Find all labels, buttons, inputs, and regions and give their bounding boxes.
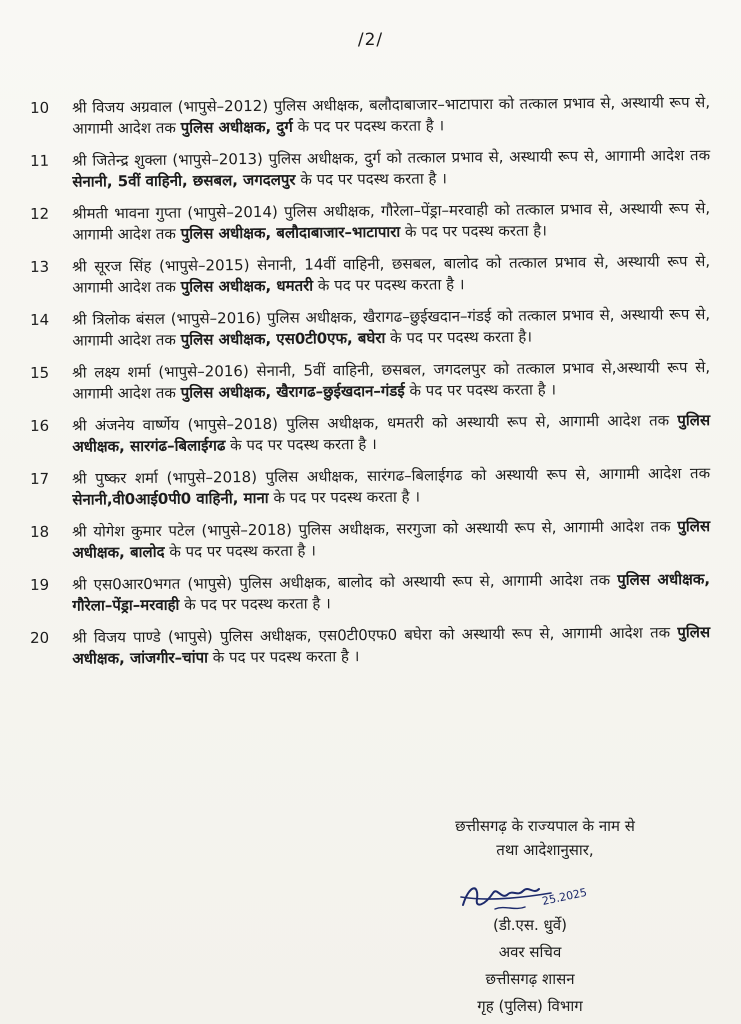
order-text bbox=[72, 251, 710, 299]
order-text-plain: श्रीमती भावना गुप्ता (भापुसे–2014) पुलिस अधीक्षक, गौरेला–पेंड्रा–मरवाही को तत्काल प्रभाव से, अस्थायी रूप से, आगामी आदेश तक bbox=[72, 199, 711, 244]
order-text bbox=[72, 622, 710, 670]
order-text-end: के पद पर पदस्थ करता है । bbox=[295, 169, 447, 189]
order-item-14 bbox=[30, 304, 710, 352]
order-text-plain: श्री त्रिलोक बंसल (भापुसे–2016) पुलिस अधीक्षक, खैरागढ–छुईखदान–गंडई को तत्काल प्रभाव से, अस्थायी रूप से, आगामी आदेश तक bbox=[72, 305, 711, 350]
order-posting-bold: पुलिस अधीक्षक, सारगंढ–बिलाईगढ bbox=[72, 411, 711, 456]
order-text-end: के पद पर पदस्थ करता है। bbox=[400, 221, 547, 241]
order-text-plain: श्री लक्ष्य शर्मा (भापुसे–2016) सेनानी, 5वीं वाहिनी, छसबल, जगदलपुर को तत्काल प्रभाव से,अस्थायी रूप से, आगामी आदेश तक bbox=[72, 358, 711, 403]
order-item-11 bbox=[30, 145, 710, 193]
closing-line-governor: छत्तीसगढ़ के राज्यपाल के नाम से bbox=[455, 817, 635, 835]
order-item-13 bbox=[30, 251, 710, 299]
order-text-plain: श्री विजय अग्रवाल (भापुसे–2012) पुलिस अधीक्षक, बलौदाबाजार–भाटापारा को तत्काल प्रभाव से, अस्थायी रूप से, आगामी आदेश तक bbox=[72, 93, 711, 138]
order-text-end: के पद पर पदस्थ करता है। bbox=[385, 327, 533, 347]
closing-line-order: तथा आदेशानुसार, bbox=[496, 841, 594, 859]
order-item-16 bbox=[30, 410, 710, 458]
order-text-end: के पद पर पदस्थ करता है । bbox=[164, 541, 316, 561]
order-text-end: के पद पर पदस्थ करता है । bbox=[268, 487, 421, 507]
order-text-plain: श्री विजय पाण्डे (भापुसे) पुलिस अधीक्षक, एस0टी0एफ0 बघेरा को अस्थायी रूप से, आगामी आदेश तक bbox=[72, 623, 678, 647]
authority-closing bbox=[380, 814, 710, 862]
order-posting-bold: पुलिस अधीक्षक, खैरागढ–छुईखदान–गंडई bbox=[180, 381, 405, 402]
order-text bbox=[72, 357, 710, 405]
order-posting-bold: पुलिस अधीक्षक, धमतरी bbox=[180, 276, 314, 296]
order-number: 12 bbox=[30, 204, 50, 223]
order-text-end: के पद पर पदस्थ करता है । bbox=[292, 116, 445, 136]
order-text-plain: श्री एस0आर0भगत (भापुसे) पुलिस अधीक्षक, बालोद को अस्थायी रूप से, आगामी आदेश तक bbox=[72, 570, 618, 594]
order-number: 13 bbox=[30, 257, 50, 276]
order-posting-bold: सेनानी,वी0आई0पी0 वाहिनी, माना bbox=[72, 488, 269, 509]
order-text-plain: श्री जितेन्द्र शुक्ला (भापुसे–2013) पुलिस अधीक्षक, दुर्ग को तत्काल प्रभाव से, अस्थायी रूप से, आगामी आदेश तक bbox=[72, 146, 711, 170]
order-number: 18 bbox=[30, 522, 50, 541]
order-text bbox=[72, 92, 710, 140]
order-number: 11 bbox=[30, 151, 50, 170]
order-text-end: के पद पर पदस्थ करता है । bbox=[404, 380, 557, 400]
order-posting-bold: पुलिस अधीक्षक, बालोद bbox=[72, 517, 711, 562]
order-item-18 bbox=[30, 516, 710, 564]
order-number: 19 bbox=[30, 575, 50, 594]
order-number: 15 bbox=[30, 363, 50, 382]
order-text-plain: श्री सूरज सिंह (भापुसे–2015) सेनानी, 14वीं वाहिनी, छसबल, बालोद को तत्काल प्रभाव से, अस्थायी रूप से, आगामी आदेश तक bbox=[72, 252, 711, 297]
page-number: /2/ bbox=[357, 30, 384, 50]
order-number: 17 bbox=[30, 469, 50, 488]
order-posting-bold: पुलिस अधीक्षक, जांजगीर–चांपा bbox=[72, 623, 711, 668]
order-text bbox=[72, 463, 710, 511]
order-item-12 bbox=[30, 198, 710, 246]
order-text bbox=[72, 569, 710, 617]
order-number: 14 bbox=[30, 310, 50, 329]
order-text-end: के पद पर पदस्थ करता है । bbox=[207, 647, 360, 667]
order-posting-bold: पुलिस अधीक्षक, बलौदाबाजार–भाटापारा bbox=[180, 222, 401, 243]
order-posting-bold: पुलिस अधीक्षक, एस0टी0एफ, बघेरा bbox=[180, 328, 386, 349]
signature-date: 25.2025 bbox=[540, 885, 589, 908]
order-text-plain: श्री अंजनेय वार्ष्णेय (भापुसे–2018) पुलिस अधीक्षक, धमतरी को अस्थायी रूप से, आगामी आदेश तक bbox=[72, 411, 678, 435]
order-posting-bold: पुलिस अधीक्षक, गौरेला–पेंड्रा–मरवाही bbox=[72, 570, 711, 615]
order-posting-bold: पुलिस अधीक्षक, दुर्ग bbox=[180, 117, 293, 137]
order-text bbox=[72, 145, 710, 193]
order-item-15 bbox=[30, 357, 710, 405]
signer-department: गृह (पुलिस) विभाग bbox=[477, 997, 583, 1015]
order-text-end: के पद पर पदस्थ करता है । bbox=[225, 434, 377, 455]
order-number: 20 bbox=[30, 628, 50, 647]
order-item-20 bbox=[30, 622, 710, 670]
order-text bbox=[72, 516, 710, 564]
order-item-19 bbox=[30, 569, 710, 617]
signer-designation: अवर सचिव bbox=[498, 943, 562, 961]
order-number: 10 bbox=[30, 98, 50, 117]
order-list bbox=[30, 93, 711, 670]
order-item-17 bbox=[30, 463, 710, 511]
order-text-end: के पद पर पदस्थ करता है । bbox=[313, 275, 465, 295]
order-text bbox=[72, 304, 710, 352]
order-text bbox=[72, 198, 710, 246]
order-text-plain: श्री पुष्कर शर्मा (भापुसे–2018) पुलिस अधीक्षक, सारंगढ–बिलाईगढ को अस्थायी रूप से, आगामी आदेश तक bbox=[72, 464, 711, 488]
order-text-plain: श्री योगेश कुमार पटेल (भापुसे–2018) पुलिस अधीक्षक, सरगुजा को अस्थायी रूप से, आगामी आदेश तक bbox=[72, 517, 678, 541]
signer-block bbox=[420, 912, 640, 1020]
order-item-10 bbox=[30, 92, 710, 140]
order-number: 16 bbox=[30, 416, 50, 435]
order-text-end: के पद पर पदस्थ करता है । bbox=[179, 594, 331, 614]
order-text bbox=[72, 410, 710, 458]
signer-name: (डी.एस. धुर्वे) bbox=[493, 916, 567, 934]
order-posting-bold: सेनानी, 5वीं वाहिनी, छसबल, जगदलपुर bbox=[72, 170, 296, 191]
signer-government: छत्तीसगढ़ शासन bbox=[485, 970, 575, 988]
